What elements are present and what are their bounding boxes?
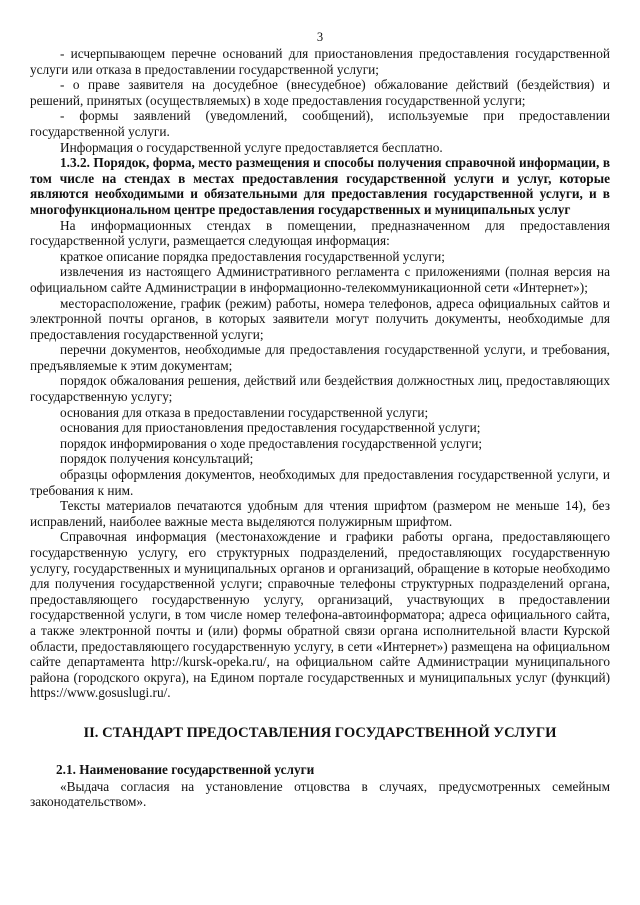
page-number: 3 xyxy=(316,30,324,44)
paragraph: - формы заявлений (уведомлений, сообщений), используемые при предоставлении государственной услуги. xyxy=(30,108,610,139)
paragraph: месторасположение, график (режим) работы, номера телефонов, адреса официальных сайтов и электронной почты органов, в которых заявители могут получить документы, необходимые для предоставления государственной услуги; xyxy=(30,295,610,342)
document-body xyxy=(30,46,610,810)
paragraph: краткое описание порядка предоставления государственной услуги; xyxy=(60,248,445,264)
paragraph: порядок получения консультаций; xyxy=(60,451,254,467)
section-subtitle-1-3-2: 1.3.2. Порядок, форма, место размещения и способы получения справочной информации, в том числе на стендах в местах предоставления государственной услуги и услуг, которые являются необходимыми и обязательными для предоставления государственной услуги, и в многофункциональном центре предоставления государственных и муниципальных услуг xyxy=(30,155,610,217)
section-heading: II. СТАНДАРТ ПРЕДОСТАВЛЕНИЯ ГОСУДАРСТВЕННОЙ УСЛУГИ xyxy=(83,724,557,741)
paragraph: Информация о государственной услуге предоставляется бесплатно. xyxy=(60,139,443,155)
paragraph: «Выдача согласия на установление отцовства в случаях, предусмотренных семейным законодательством». xyxy=(30,778,610,810)
paragraph: извлечения из настоящего Административного регламента с приложениями (полная версия на официальном сайте Администрации в информационно-телекоммуникационной сети «Интернет»); xyxy=(30,264,610,295)
paragraph: порядок информирования о ходе предоставления государственной услуги; xyxy=(60,435,483,451)
paragraph: - о праве заявителя на досудебное (внесудебное) обжалование действий (бездействия) и решений, принятых (осуществляемых) в ходе предоставления государственной услуги; xyxy=(30,77,610,108)
paragraph: основания для приостановления предоставления государственной услуги; xyxy=(60,420,481,436)
paragraph: - исчерпывающем перечне оснований для приостановления предоставления государственной услуги или отказа в предоставлении государственной услуги; xyxy=(30,46,610,77)
paragraph: Тексты материалов печатаются удобным для чтения шрифтом (размером не меньше 14), без исправлений, наиболее важные места выделяются полужирным шрифтом. xyxy=(30,498,610,529)
paragraph: порядок обжалования решения, действий или бездействия должностных лиц, предоставляющих государственную услугу; xyxy=(30,373,610,405)
paragraph: Справочная информация (местонахождение и графики работы органа, предоставляющего государственную услугу, его структурных подразделений, предоставляющих государственную услугу, государственных и муниципальных органов и организаций, обращение в которые необходимо для получения государственной услуги; справочные телефоны структурных подразделений органа, предоставляющего государственную услугу, организаций, участвующих в предоставлении государственной услуги, в том числе номер телефона-автоинформатора; адреса официального сайта, а также электронной почты и (или) формы обратной связи органа исполнительной власти Курской области, предоставляющего государственную услугу, в сети «Интернет») размещена на официальном сайте департамента http://kursk-opeka.ru/, на официальном сайте Администрации муниципального района (городского округа), на Едином портале государственных и муниципальных услуг (функций) https://www.gosuslugi.ru/. xyxy=(30,529,610,701)
paragraph: На информационных стендах в помещении, предназначенном для предоставления государственной услуги, размещается следующая информация: xyxy=(30,217,610,249)
paragraph: образцы оформления документов, необходимых для предоставления государственной услуги, и требования к ним. xyxy=(30,467,610,498)
paragraph: основания для отказа в предоставлении государственной услуги; xyxy=(60,404,429,420)
paragraph: перечни документов, необходимые для предоставления государственной услуги, и требования, предъявляемые к этим документам; xyxy=(30,342,610,373)
subheading: 2.1. Наименование государственной услуги xyxy=(56,761,315,777)
